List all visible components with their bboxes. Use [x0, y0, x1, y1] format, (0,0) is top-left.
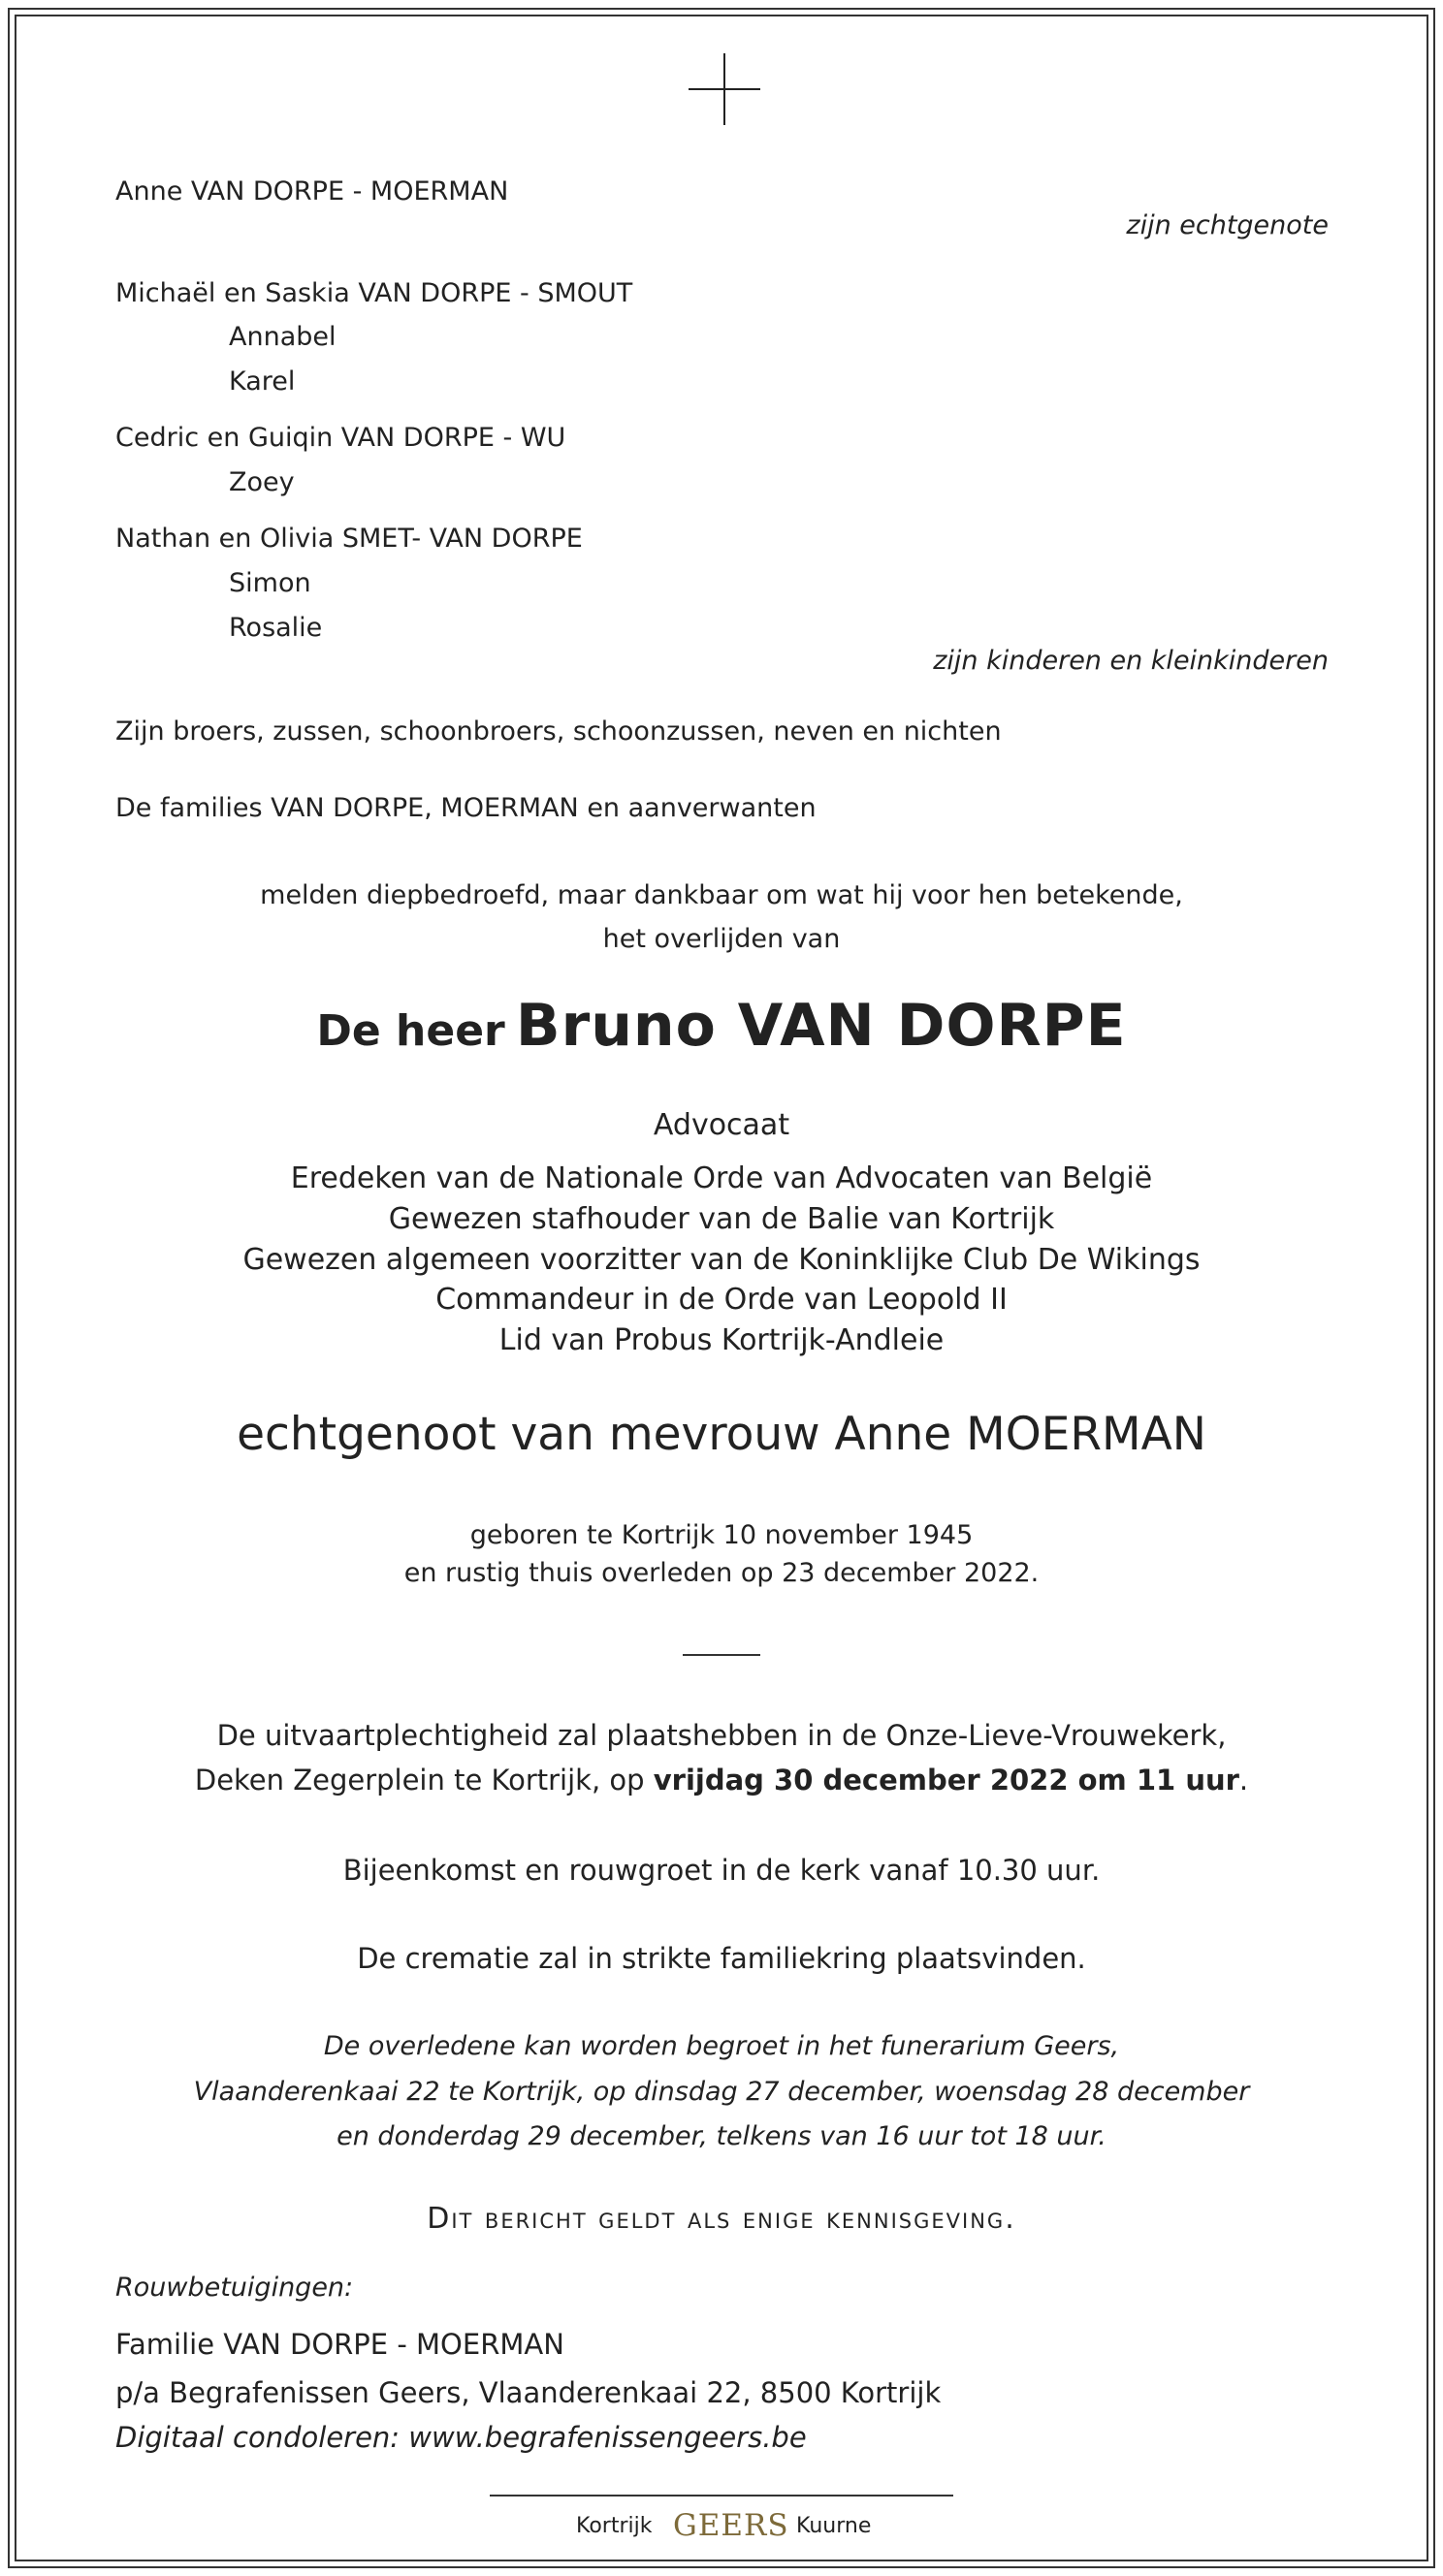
online-condolence-link[interactable]: Digitaal condoleren: www.begrafenissengeers.be	[115, 2421, 807, 2454]
funeral-line-1: De uitvaartplechtigheid zal plaatshebben in de Onze-Lieve-Vrouwekerk,	[216, 1719, 1227, 1752]
funeral-date: vrijdag 30 december 2022 om 11 uur	[653, 1764, 1239, 1797]
grandchild: Simon	[229, 568, 311, 598]
grandchild: Rosalie	[229, 613, 323, 643]
title-line: Gewezen algemeen voorzitter van de Koninklijke Club De Wikings	[242, 1243, 1201, 1277]
children-role: zijn kinderen en kleinkinderen	[933, 646, 1329, 676]
notice-line: Dit bericht geldt als enige kennisgeving.	[427, 2202, 1016, 2236]
announcement-line-1: melden diepbedroefd, maar dankbaar om wat hij voor hen betekende,	[260, 880, 1183, 910]
separator	[683, 1654, 760, 1656]
title-line: Commandeur in de Orde van Leopold II	[435, 1283, 1008, 1317]
geers-logo: GEERS	[673, 2508, 789, 2543]
cremation-line: De crematie zal in strikte familiekring plaatsvinden.	[357, 1942, 1086, 1975]
profession: Advocaat	[653, 1108, 790, 1142]
footer-location-left: Kortrijk	[576, 2514, 653, 2538]
funeral-line-2	[0, 1764, 1443, 1797]
cross-icon	[689, 53, 760, 125]
grandchild: Annabel	[229, 322, 337, 352]
deceased-name: Bruno VAN DORPE	[515, 992, 1127, 1060]
grandchild: Karel	[229, 366, 296, 397]
child-3: Nathan en Olivia SMET- VAN DORPE	[115, 524, 583, 554]
title-line: Gewezen stafhouder van de Balie van Kortrijk	[388, 1202, 1055, 1236]
deceased-name-block	[0, 992, 1443, 1060]
funeral-line-2-suffix: .	[1238, 1764, 1249, 1797]
title-line: Lid van Probus Kortrijk-Andleie	[498, 1323, 945, 1357]
deceased-prefix: De heer	[316, 1006, 505, 1056]
visit-line-3: en donderdag 29 december, telkens van 16 uur tot 18 uur.	[337, 2121, 1106, 2151]
child-1: Michaël en Saskia VAN DORPE - SMOUT	[115, 278, 633, 308]
spouse-name: Anne VAN DORPE - MOERMAN	[115, 176, 509, 207]
contact-address: p/a Begrafenissen Geers, Vlaanderenkaai 22, 8500 Kortrijk	[115, 2376, 942, 2409]
siblings-line: Zijn broers, zussen, schoonbroers, schoonzussen, neven en nichten	[115, 716, 1002, 747]
spouse-role: zijn echtgenote	[1126, 210, 1329, 240]
title-line: Eredeken van de Nationale Orde van Advocaten van België	[290, 1161, 1153, 1195]
contact-family: Familie VAN DORPE - MOERMAN	[115, 2328, 564, 2361]
gathering-line: Bijeenkomst en rouwgroet in de kerk vanaf 10.30 uur.	[342, 1854, 1101, 1887]
footer-rule	[490, 2495, 953, 2496]
spouse-line: echtgenoot van mevrouw Anne MOERMAN	[237, 1408, 1206, 1461]
death-line: en rustig thuis overleden op 23 december 2022.	[403, 1558, 1040, 1588]
families-line: De families VAN DORPE, MOERMAN en aanverwanten	[115, 793, 817, 823]
birth-line: geboren te Kortrijk 10 november 1945	[469, 1520, 974, 1550]
visit-line-2: Vlaanderenkaai 22 te Kortrijk, op dinsdag 27 december, woensdag 28 december	[193, 2077, 1250, 2107]
announcement-line-2: het overlijden van	[602, 924, 841, 954]
child-2: Cedric en Guiqin VAN DORPE - WU	[115, 423, 566, 453]
footer-location-right: Kuurne	[796, 2514, 872, 2538]
condolence-label: Rouwbetuigingen:	[115, 2273, 354, 2303]
visit-line-1: De overledene kan worden begroet in het funerarium Geers,	[323, 2031, 1120, 2061]
grandchild: Zoey	[229, 467, 295, 497]
funeral-line-2-prefix: Deken Zegerplein te Kortrijk, op	[194, 1764, 654, 1797]
